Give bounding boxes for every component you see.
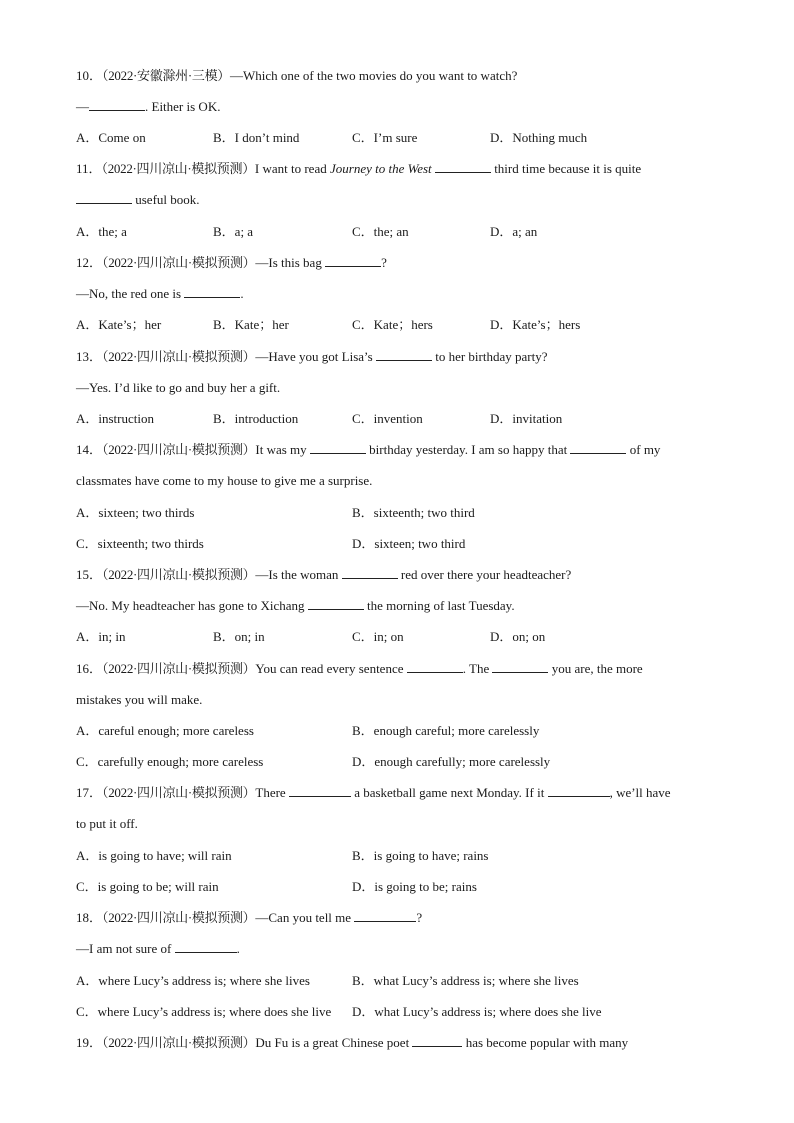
- question-text: —Can you tell me: [255, 910, 355, 925]
- answer-blank[interactable]: [412, 1035, 462, 1047]
- question-16-line2: mistakes you will make.: [76, 692, 203, 707]
- question-source: （2022·四川凉山·模拟预测）: [102, 567, 256, 582]
- question-14-line2: classmates have come to my house to give me a surprise.: [76, 473, 373, 488]
- option-c[interactable]: C．is going to be; will rain: [76, 879, 219, 894]
- answer-blank[interactable]: [407, 661, 463, 673]
- question-18-stem: [76, 910, 422, 926]
- question-number: 14．: [76, 442, 103, 457]
- question-text: There: [255, 785, 289, 800]
- option-d[interactable]: D．enough carefully; more carelessly: [352, 754, 551, 769]
- option-c[interactable]: C．invention: [352, 411, 423, 426]
- option-c[interactable]: C．the; an: [352, 224, 409, 239]
- question-15-line2: [76, 598, 515, 614]
- question-text: .: [240, 286, 244, 301]
- question-11-stem: [76, 161, 641, 177]
- question-text: to her birthday party?: [431, 349, 548, 364]
- question-source: （2022·四川凉山·模拟预测）: [102, 910, 256, 925]
- question-text: It was my: [255, 442, 310, 457]
- question-text: birthday yesterday. I am so happy that: [365, 442, 571, 457]
- question-10-line2: [76, 99, 220, 115]
- option-b[interactable]: B．a; a: [213, 224, 254, 239]
- answer-blank[interactable]: [184, 286, 240, 298]
- option-b[interactable]: B．I don’t mind: [213, 130, 300, 145]
- question-text: —Is the woman: [255, 567, 342, 582]
- option-c[interactable]: C．I’m sure: [352, 130, 418, 145]
- question-text: Du Fu is a great Chinese poet: [255, 1035, 413, 1050]
- answer-blank[interactable]: [325, 255, 381, 267]
- question-source: （2022·安徽滁州·三模）: [102, 68, 230, 83]
- option-d[interactable]: D．invitation: [490, 411, 563, 426]
- question-number: 18．: [76, 910, 103, 925]
- question-text: has become popular with many: [465, 1035, 629, 1050]
- option-b[interactable]: B．sixteenth; two third: [352, 505, 475, 520]
- answer-blank[interactable]: [376, 349, 432, 361]
- option-b[interactable]: B．what Lucy’s address is; where she lives: [352, 973, 579, 988]
- option-a[interactable]: A．sixteen; two thirds: [76, 505, 195, 520]
- option-b[interactable]: B．is going to have; rains: [352, 848, 489, 863]
- option-c[interactable]: C．where Lucy’s address is; where does she live: [76, 1004, 332, 1019]
- question-number: 12．: [76, 255, 103, 270]
- answer-blank[interactable]: [354, 910, 416, 922]
- answer-blank[interactable]: [175, 941, 237, 953]
- option-a[interactable]: A．careful enough; more careless: [76, 723, 254, 738]
- answer-blank[interactable]: [76, 192, 132, 204]
- question-number: 17．: [76, 785, 103, 800]
- question-number: 19．: [76, 1035, 103, 1050]
- option-d[interactable]: D．Nothing much: [490, 130, 588, 145]
- question-text: —No, the red one is: [76, 286, 185, 301]
- question-source: （2022·四川凉山·模拟预测）: [102, 442, 256, 457]
- option-d[interactable]: D．is going to be; rains: [352, 879, 477, 894]
- dash: —: [76, 99, 89, 114]
- option-a[interactable]: A．Come on: [76, 130, 146, 145]
- question-text: you are, the more: [548, 661, 643, 676]
- answer-blank[interactable]: [308, 598, 364, 610]
- question-source: （2022·四川凉山·模拟预测）: [102, 255, 256, 270]
- question-text: —Which one of the two movies do you want to watch?: [229, 68, 518, 83]
- option-a[interactable]: A．is going to have; will rain: [76, 848, 232, 863]
- question-text: . Either is OK.: [145, 99, 221, 114]
- question-text: —Have you got Lisa’s: [255, 349, 376, 364]
- option-a[interactable]: A．Kate’s；her: [76, 317, 162, 332]
- question-19-stem: [76, 1035, 628, 1051]
- question-text: —I am not sure of: [76, 941, 175, 956]
- question-16-stem: [76, 661, 643, 677]
- question-13-line2: —Yes. I’d like to go and buy her a gift.: [76, 380, 281, 395]
- option-d[interactable]: D．sixteen; two third: [352, 536, 466, 551]
- question-12-line2: [76, 286, 244, 302]
- question-number: 11．: [76, 161, 102, 176]
- question-text: —No. My headteacher has gone to Xichang: [76, 598, 308, 613]
- question-text: —Is this bag: [255, 255, 326, 270]
- question-source: （2022·四川凉山·模拟预测）: [102, 785, 256, 800]
- answer-blank[interactable]: [492, 661, 548, 673]
- question-number: 16．: [76, 661, 103, 676]
- answer-blank[interactable]: [570, 442, 626, 454]
- option-b[interactable]: B．Kate；her: [213, 317, 289, 332]
- book-title: Journey to the West: [329, 161, 432, 176]
- option-d[interactable]: D．Kate’s；hers: [490, 317, 581, 332]
- question-13-stem: [76, 349, 547, 365]
- question-14-stem: [76, 442, 660, 458]
- question-text: .: [236, 941, 240, 956]
- option-a[interactable]: A．instruction: [76, 411, 154, 426]
- option-a[interactable]: A．where Lucy’s address is; where she lives: [76, 973, 310, 988]
- question-text: a basketball game next Monday. If it: [350, 785, 548, 800]
- answer-blank[interactable]: [342, 567, 398, 579]
- question-text: , we’ll have: [609, 785, 671, 800]
- question-text: the morning of last Tuesday.: [363, 598, 515, 613]
- option-c[interactable]: C．in; on: [352, 629, 404, 644]
- question-text: third time because it is quite: [490, 161, 642, 176]
- question-text: You can read every sentence: [255, 661, 407, 676]
- question-17-stem: [76, 785, 671, 801]
- question-12-stem: [76, 255, 387, 271]
- question-10-stem: [76, 68, 517, 84]
- question-18-line2: [76, 941, 240, 957]
- question-text: ?: [416, 910, 423, 925]
- question-number: 13．: [76, 349, 103, 364]
- answer-blank[interactable]: [548, 785, 610, 797]
- option-b[interactable]: B．enough careful; more carelessly: [352, 723, 540, 738]
- answer-blank[interactable]: [289, 785, 351, 797]
- answer-blank[interactable]: [89, 99, 145, 111]
- answer-blank[interactable]: [435, 161, 491, 173]
- option-d[interactable]: D．a; an: [490, 224, 538, 239]
- question-text: . The: [462, 661, 493, 676]
- option-b[interactable]: B．on; in: [213, 629, 265, 644]
- option-b[interactable]: B．introduction: [213, 411, 299, 426]
- option-c[interactable]: C．Kate；hers: [352, 317, 433, 332]
- question-source: （2022·四川凉山·模拟预测）: [102, 349, 256, 364]
- question-source: （2022·四川凉山·模拟预测）: [102, 1035, 256, 1050]
- option-c[interactable]: C．sixteenth; two thirds: [76, 536, 204, 551]
- question-source: （2022·四川凉山·模拟预测）: [101, 161, 255, 176]
- answer-blank[interactable]: [310, 442, 366, 454]
- question-text: useful book.: [132, 192, 200, 207]
- question-source: （2022·四川凉山·模拟预测）: [102, 661, 256, 676]
- question-number: 15．: [76, 567, 103, 582]
- question-15-stem: [76, 567, 571, 583]
- question-17-line2: to put it off.: [76, 816, 138, 831]
- option-c[interactable]: C．carefully enough; more careless: [76, 754, 264, 769]
- option-d[interactable]: D．on; on: [490, 629, 546, 644]
- question-text: red over there your headteacher?: [397, 567, 572, 582]
- question-text: I want to read: [254, 161, 330, 176]
- option-d[interactable]: D．what Lucy’s address is; where does she live: [352, 1004, 602, 1019]
- option-a[interactable]: A．in; in: [76, 629, 126, 644]
- question-text: ?: [381, 255, 387, 270]
- question-11-line2: [76, 192, 200, 208]
- question-text: of my: [626, 442, 661, 457]
- option-a[interactable]: A．the; a: [76, 224, 127, 239]
- question-number: 10．: [76, 68, 103, 83]
